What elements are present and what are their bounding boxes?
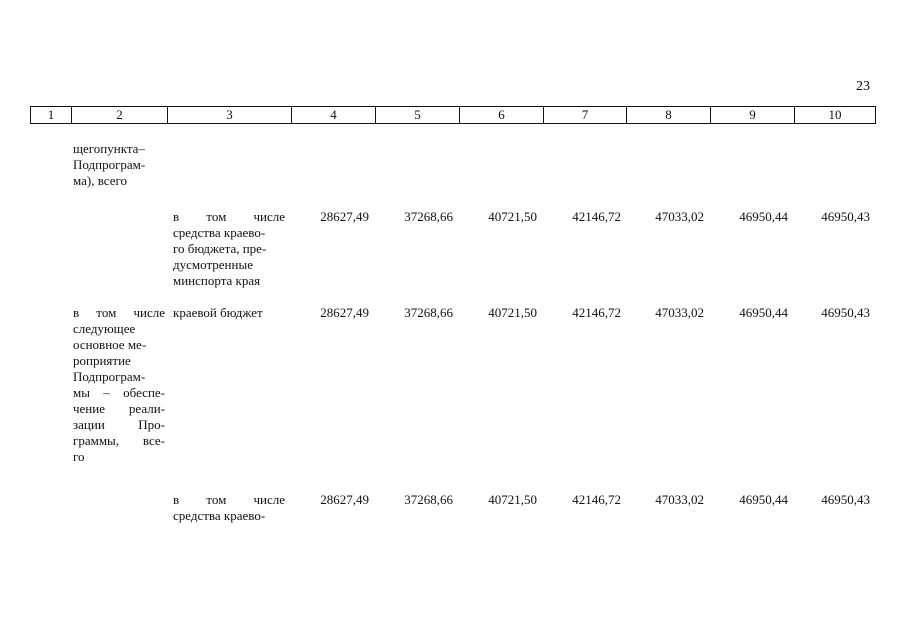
row-1-value-4: 28627,49: [320, 209, 369, 224]
column-header-5: 5: [375, 107, 459, 123]
column-header-9: 9: [710, 107, 794, 123]
row-2-source: [173, 305, 285, 321]
row-0-col2-line: Подпрограм-: [73, 157, 146, 172]
row-1-value-5: 37268,66: [404, 209, 453, 224]
row-3-value-7: 42146,72: [572, 492, 621, 507]
row-2-col2-line: основное ме-: [73, 337, 147, 352]
row-0-col2-line: щегопункта–: [73, 141, 145, 156]
row-2-value-5: 37268,66: [404, 305, 453, 320]
row-1-value-6: 40721,50: [488, 209, 537, 224]
row-2-value-10: 46950,43: [821, 305, 870, 320]
row-2-col2-line: чение реали-: [73, 401, 165, 416]
row-3-source: [173, 492, 285, 524]
row-1-value-7: 42146,72: [572, 209, 621, 224]
column-header-10: 10: [794, 107, 875, 123]
row-1-value-9: 46950,44: [739, 209, 788, 224]
row-2-value-4: 28627,49: [320, 305, 369, 320]
row-2-col2-line: следующее: [73, 321, 136, 336]
table-header-row: [30, 106, 876, 124]
row-3-col3-line: в том числе: [173, 492, 285, 507]
row-2-col2-line: граммы, все-: [73, 433, 165, 448]
column-header-8: 8: [626, 107, 710, 123]
row-3-value-8: 47033,02: [655, 492, 704, 507]
column-header-2: 2: [71, 107, 167, 123]
row-1-col3-line: в том числе: [173, 209, 285, 224]
row-2-col2-line: роприятие: [73, 353, 131, 368]
row-2-value-9: 46950,44: [739, 305, 788, 320]
row-1-col3-line: го бюджета, пре-: [173, 241, 267, 256]
row-2-value-7: 42146,72: [572, 305, 621, 320]
page-number: 23: [856, 79, 870, 94]
row-2-col2-line: мы – обеспе-: [73, 385, 165, 400]
row-3-value-10: 46950,43: [821, 492, 870, 507]
row-1-col3-line: минспорта края: [173, 273, 261, 288]
row-3-value-6: 40721,50: [488, 492, 537, 507]
row-2-col2-line: в том числе: [73, 305, 165, 320]
column-header-1: 1: [47, 107, 55, 122]
row-2-value-6: 40721,50: [488, 305, 537, 320]
row-3-value-5: 37268,66: [404, 492, 453, 507]
row-1-source: [173, 209, 285, 289]
row-2-col2-line: го: [73, 449, 85, 464]
row-2-col3-line: краевой бюджет: [173, 305, 263, 320]
row-3-col3-line: средства краево-: [173, 508, 266, 523]
row-1-col3-line: средства краево-: [173, 225, 266, 240]
row-0-col2-line: ма), всего: [73, 173, 128, 188]
row-1-value-8: 47033,02: [655, 209, 704, 224]
row-2-value-8: 47033,02: [655, 305, 704, 320]
column-header-3: 3: [167, 107, 291, 123]
row-2-description: [73, 305, 165, 465]
row-1-value-10: 46950,43: [821, 209, 870, 224]
row-3-value-9: 46950,44: [739, 492, 788, 507]
row-1-col3-line: дусмотренные: [173, 257, 253, 272]
column-header-7: 7: [543, 107, 626, 123]
row-3-value-4: 28627,49: [320, 492, 369, 507]
row-2-col2-line: Подпрограм-: [73, 369, 146, 384]
column-header-4: 4: [291, 107, 375, 123]
row-2-col2-line: зации Про-: [73, 417, 165, 432]
column-header-6: 6: [459, 107, 543, 123]
row-0-description: [73, 141, 165, 189]
